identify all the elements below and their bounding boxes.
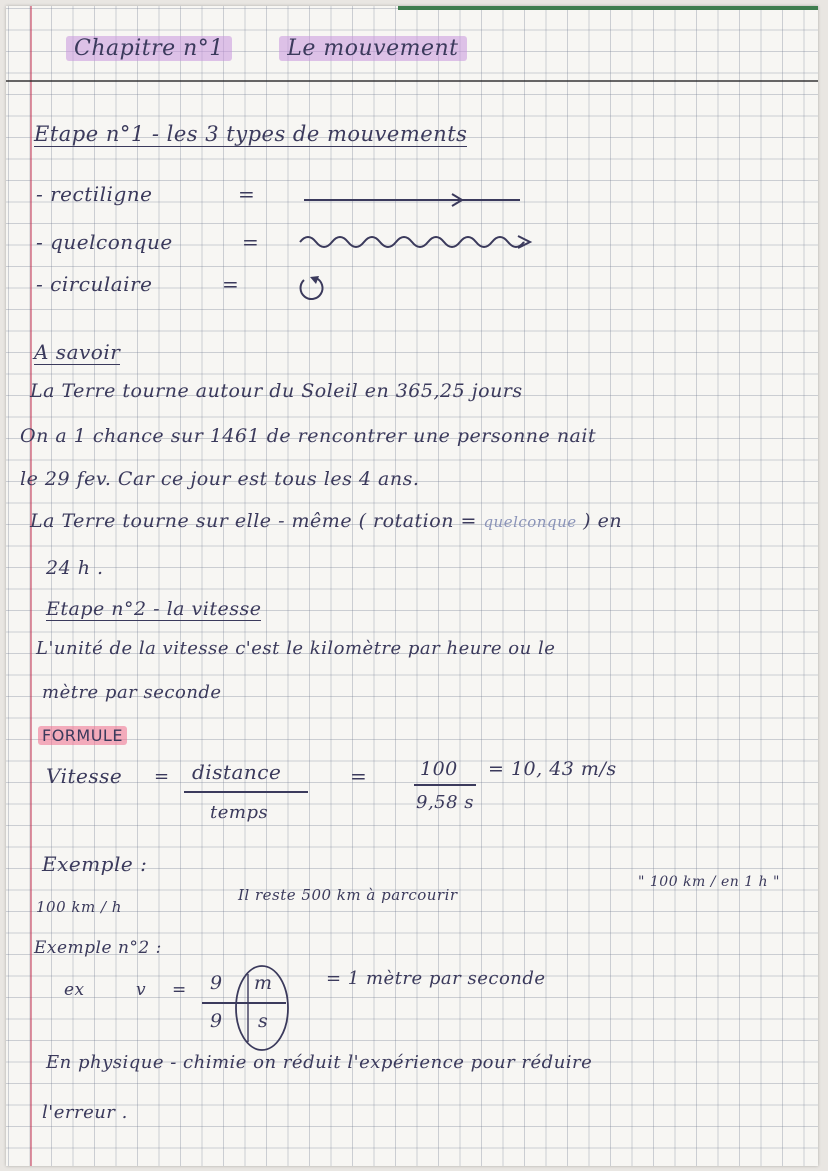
- formula-fraction-bar: [184, 791, 308, 793]
- exemple-2-unit-num: m: [254, 972, 273, 994]
- savoir-title: A savoir: [34, 340, 121, 364]
- formula-eq-2: =: [350, 764, 368, 788]
- savoir-line-4-rotation: quelconque: [483, 513, 577, 531]
- type-quelconque-eq: =: [242, 230, 260, 254]
- exemple-1-title: Exemple :: [42, 852, 148, 876]
- savoir-line-4: [30, 510, 622, 532]
- chapter-title: [66, 36, 467, 61]
- section1-title: Etape n°1 - les 3 types de mouvements: [34, 122, 468, 146]
- circular-arrow-drawing: [296, 274, 326, 304]
- notebook-page: [6, 6, 818, 1166]
- savoir-line-4-end: ) en: [583, 510, 623, 532]
- formula-lhs: Vitesse: [46, 764, 123, 788]
- exemple-2-title: Exemple n°2 :: [34, 938, 162, 958]
- exemple-1-text: Il reste 500 km à parcourir: [238, 886, 458, 904]
- formule-highlight: FORMULE: [38, 726, 127, 745]
- savoir-line-3: le 29 fev. Car ce jour est tous les 4 ans.: [20, 468, 420, 490]
- unit-circle-drawing: [232, 962, 292, 1054]
- exemple-2-result: = 1 mètre par seconde: [326, 968, 546, 989]
- formula-denominator-2: 9,58 s: [416, 792, 475, 813]
- formula-numerator-2: 100: [420, 758, 458, 780]
- section2-title: Etape n°2 - la vitesse: [46, 598, 262, 620]
- wavy-arrow-drawing: [296, 228, 536, 252]
- section2-line-2: mètre par seconde: [42, 682, 222, 703]
- savoir-line-4-text: La Terre tourne sur elle - même ( rotation =: [30, 510, 477, 532]
- exemple-2-unit-den: s: [258, 1010, 269, 1032]
- exemple-2-eq: =: [172, 980, 187, 1000]
- formula-denominator: temps: [210, 802, 269, 823]
- type-rectiligne: - rectiligne: [36, 182, 153, 206]
- formule-label: [38, 726, 127, 745]
- page-edge-strip: [398, 6, 818, 10]
- savoir-line-1: La Terre tourne autour du Soleil en 365,25 jours: [30, 380, 523, 402]
- formula-numerator: distance: [192, 760, 282, 784]
- type-circulaire: - circulaire: [36, 272, 153, 296]
- savoir-line-2: On a 1 chance sur 1461 de rencontrer une personne nait: [20, 425, 597, 447]
- exemple-2-v: v: [136, 980, 147, 1000]
- margin-line: [30, 6, 32, 1166]
- formula-fraction-bar-2: [414, 784, 476, 786]
- exemple-1-quote: " 100 km / en 1 h ": [638, 874, 780, 890]
- straight-arrow-drawing: [302, 190, 532, 210]
- exemple-2-den: 9: [210, 1010, 223, 1032]
- savoir-line-5: 24 h .: [46, 557, 104, 579]
- type-circulaire-eq: =: [222, 272, 240, 296]
- exemple-2-num: 9: [210, 972, 223, 994]
- chapter-topic: Le mouvement: [279, 36, 466, 61]
- header-rule: [6, 80, 818, 82]
- formula-result: = 10, 43 m/s: [488, 758, 617, 780]
- section2-line-1: L'unité de la vitesse c'est le kilomètre par heure ou le: [36, 638, 556, 659]
- exemple-2-ex: ex: [64, 980, 85, 1000]
- conclusion-line-2: l'erreur .: [42, 1102, 128, 1123]
- formula-eq-1: =: [154, 766, 170, 787]
- type-quelconque: - quelconque: [36, 230, 173, 254]
- conclusion-line-1: En physique - chimie on réduit l'expérience pour réduire: [46, 1052, 593, 1073]
- type-rectiligne-eq: =: [238, 182, 256, 206]
- chapter-number: Chapitre n°1: [66, 36, 232, 61]
- exemple-1-speed: 100 km / h: [36, 898, 122, 916]
